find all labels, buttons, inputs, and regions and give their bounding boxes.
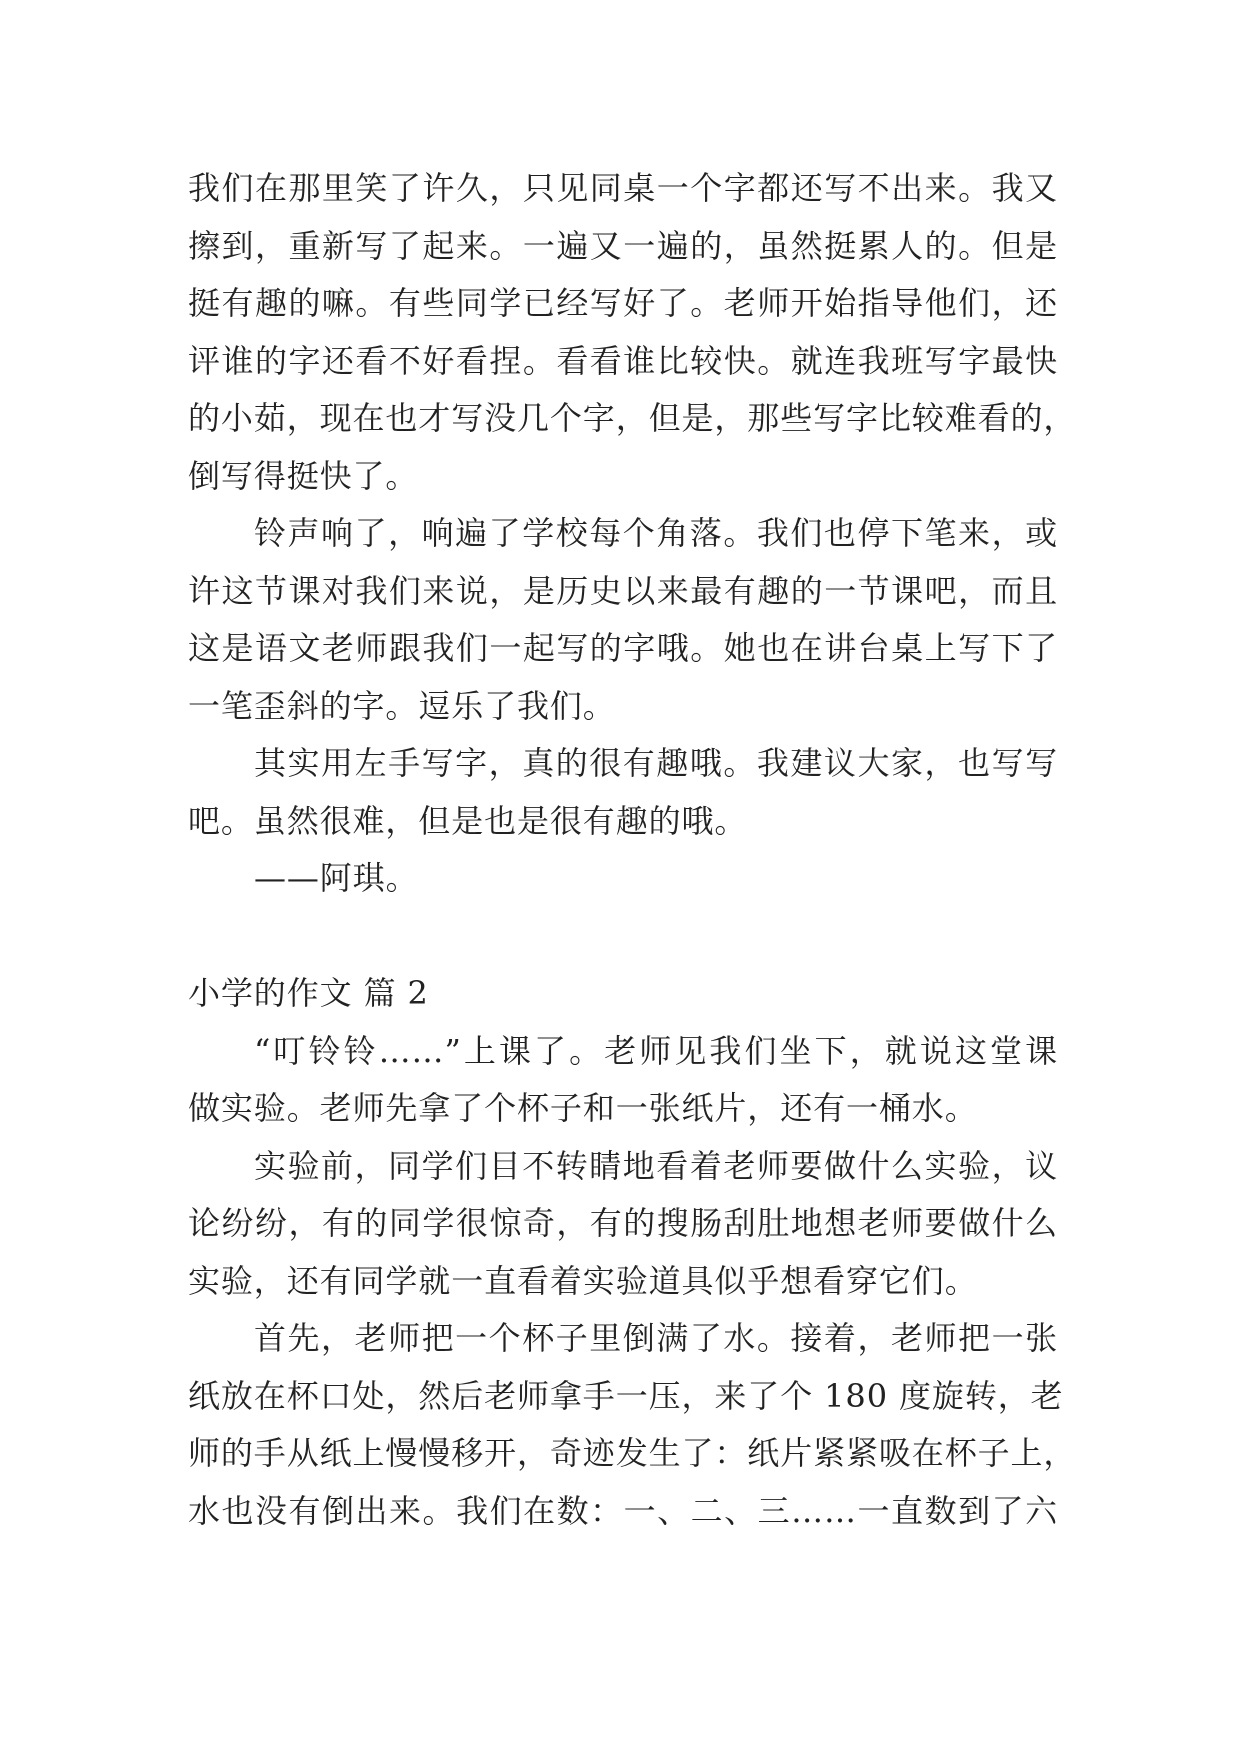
paragraph-line: 论纷纷，有的同学很惊奇，有的搜肠刮肚地想老师要做什么 (188, 1204, 1058, 1242)
paragraph-line: 首先，老师把一个杯子里倒满了水。接着，老师把一张 (254, 1319, 1058, 1357)
paragraph-line: 的小茹，现在也才写没几个字，但是，那些写字比较难看的， (188, 399, 1077, 437)
paragraph-line: 铃声响了，响遍了学校每个角落。我们也停下笔来，或 (254, 514, 1058, 552)
paragraph-line: 一笔歪斜的字。逗乐了我们。 (188, 686, 616, 725)
paragraph-1 (188, 160, 1077, 505)
paragraph-line: 水也没有倒出来。我们在数：一、二、三……一直数到了六 (188, 1491, 1058, 1530)
blank-line (188, 908, 1058, 966)
signature (188, 850, 1058, 908)
paragraph-line: 挺有趣的嘛。有些同学已经写好了。老师开始指导他们，还 (188, 284, 1058, 322)
paragraph-line: 其实用左手写字，真的很有趣哦。我建议大家，也写写 (254, 744, 1058, 782)
paragraph-line: 这是语文老师跟我们一起写的字哦。她也在讲台桌上写下了 (188, 629, 1058, 667)
paragraph-2 (188, 505, 1058, 735)
paragraph-line: 实验，还有同学就一直看着实验道具似乎想看穿它们。 (188, 1261, 978, 1300)
paragraph-line: 倒写得挺快了。 (188, 456, 419, 495)
paragraph-line: “叮铃铃……”上课了。老师见我们坐下，就说这堂课 (254, 1031, 1058, 1070)
paragraph-line: 实验前，同学们目不转睛地看着老师要做什么实验，议 (254, 1146, 1058, 1185)
paragraph-3 (188, 735, 1058, 850)
document-body (188, 160, 1077, 1540)
paragraph-line: 我们在那里笑了许久，只见同桌一个字都还写不出来。我又 (188, 169, 1058, 207)
paragraph-line: 做实验。老师先拿了个杯子和一张纸片，还有一桶水。 (188, 1089, 978, 1127)
paragraph-line: 评谁的字还看不好看捏。看看谁比较快。就连我班写字最快 (188, 341, 1058, 380)
paragraph-5 (188, 1023, 1058, 1138)
paragraph-7 (188, 1310, 1077, 1540)
signature-line: ——阿琪。 (254, 859, 419, 897)
paragraph-line: 吧。虽然很难，但是也是很有趣的哦。 (188, 801, 748, 840)
paragraph-line: 擦到，重新写了起来。一遍又一遍的，虽然挺累人的。但是 (188, 226, 1058, 265)
paragraph-line: 师的手从纸上慢慢移开，奇迹发生了：纸片紧紧吸在杯子上， (188, 1434, 1077, 1472)
paragraph-line: 纸放在杯口处，然后老师拿手一压，来了个 180 度旋转，老 (188, 1376, 1064, 1415)
section-title: 小学的作文 篇 2 (188, 974, 429, 1012)
paragraph-line: 许这节课对我们来说，是历史以来最有趣的一节课吧，而且 (188, 571, 1058, 610)
paragraph-6 (188, 1138, 1058, 1311)
